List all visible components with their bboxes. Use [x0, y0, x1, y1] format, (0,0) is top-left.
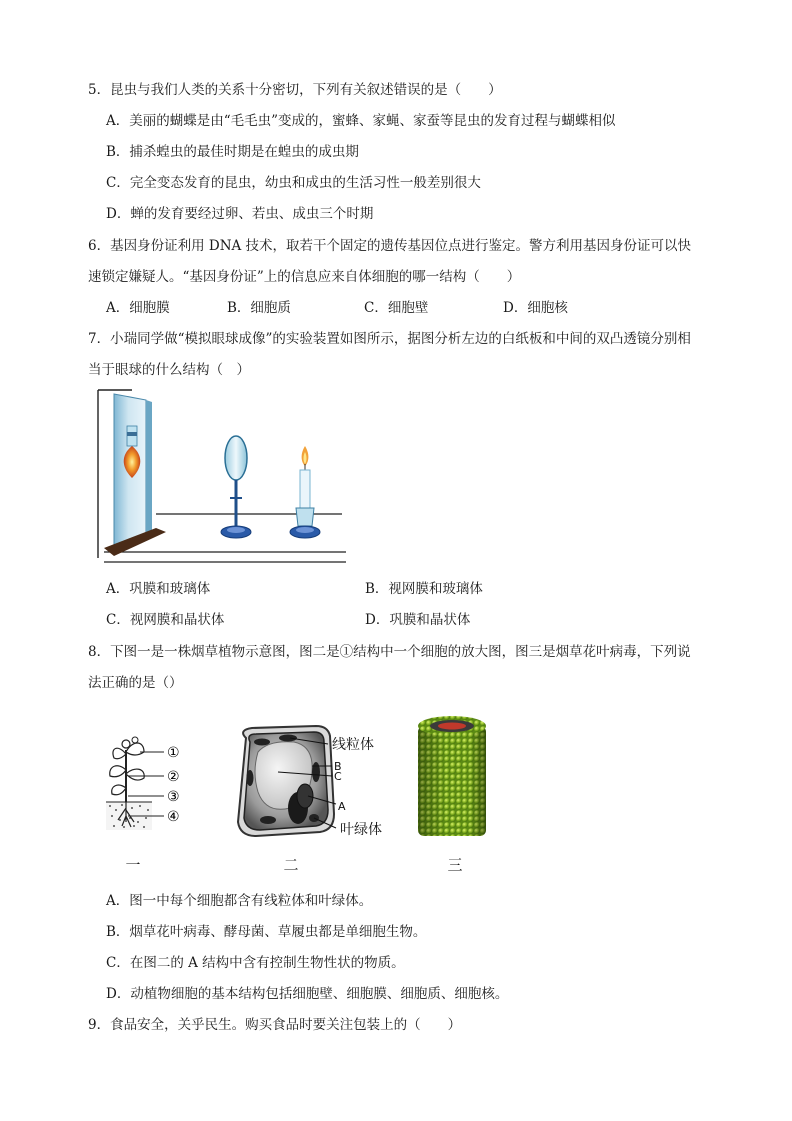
- figure-caption-3: 三: [447, 856, 463, 874]
- question-6-stem-line-2: 速锁定嫌疑人。“基因身份证”上的信息应来自体细胞的哪一结构（ ）: [88, 269, 521, 285]
- figure-caption-1: 一: [125, 856, 141, 874]
- question-8-option-c: C．在图二的 A 结构中含有控制生物性状的物质。: [106, 955, 405, 971]
- plant-label-1: ①: [167, 745, 180, 761]
- question-7-option-d: D．巩膜和晶状体: [365, 612, 471, 628]
- figure-caption-2: 二: [283, 856, 299, 874]
- question-7-option-a: A．巩膜和玻璃体: [106, 581, 211, 597]
- question-6-option-a: A．细胞膜: [106, 300, 170, 316]
- question-7-option-c: C．视网膜和晶状体: [106, 612, 225, 628]
- question-6-option-d: D．细胞核: [503, 300, 568, 316]
- question-5-option-a: A．美丽的蝴蝶是由“毛毛虫”变成的，蜜蜂、家蝇、家蚕等昆虫的发育过程与蝴蝶相似: [106, 113, 616, 129]
- cell-label-b: B: [334, 760, 342, 773]
- cell-label-a: A: [338, 800, 346, 813]
- plant-label-4: ④: [167, 809, 180, 825]
- cell-label-c: C: [334, 770, 342, 783]
- question-9-stem: 9．食品安全，关乎民生。购买食品时要关注包装上的（ ）: [88, 1017, 462, 1033]
- question-5-option-d: D．蝉的发育要经过卵、若虫、成虫三个时期: [106, 206, 374, 222]
- tobacco-plant-figure: [104, 730, 212, 842]
- question-6-option-c: C．细胞壁: [364, 300, 429, 316]
- plant-label-3: ③: [167, 789, 180, 805]
- question-8-stem-line-2: 法正确的是（）: [88, 675, 183, 691]
- question-8-stem-line-1: 8．下图一是一株烟草植物示意图，图二是①结构中一个细胞的放大图，图三是烟草花叶病毒，下列说: [88, 644, 691, 660]
- question-7-stem-line-2: 当于眼球的什么结构（ ）: [88, 362, 250, 378]
- question-5-option-c: C．完全变态发育的昆虫，幼虫和成虫的生活习性一般差别很大: [106, 175, 481, 191]
- plant-cell-figure: [228, 722, 388, 844]
- question-7-option-b: B．视网膜和玻璃体: [365, 581, 483, 597]
- plant-label-2: ②: [167, 769, 180, 785]
- question-5-option-b: B．捕杀蝗虫的最佳时期是在蝗虫的成虫期: [106, 144, 359, 160]
- question-8-option-d: D．动植物细胞的基本结构包括细胞壁、细胞膜、细胞质、细胞核。: [106, 986, 509, 1002]
- question-6-option-b: B．细胞质: [227, 300, 291, 316]
- question-5-stem: 5．昆虫与我们人类的关系十分密切，下列有关叙述错误的是（ ）: [88, 82, 502, 98]
- question-7-stem-line-1: 7．小瑞同学做“模拟眼球成像”的实验装置如图所示，据图分析左边的白纸板和中间的双凸透镜分别相: [88, 331, 691, 347]
- eye-model-apparatus-figure: [96, 386, 356, 568]
- cell-label-chloroplast: 叶绿体: [340, 822, 382, 838]
- question-8-option-b: B．烟草花叶病毒、酵母菌、草履虫都是单细胞生物。: [106, 924, 427, 940]
- cell-label-mitochondria: 线粒体: [332, 737, 374, 753]
- tobacco-mosaic-virus-figure: [408, 714, 496, 844]
- question-6-stem-line-1: 6．基因身份证利用 DNA 技术，取若干个固定的遗传基因位点进行鉴定。警方利用基因身份证可以快: [88, 238, 692, 254]
- question-8-option-a: A．图一中每个细胞都含有线粒体和叶绿体。: [106, 893, 373, 909]
